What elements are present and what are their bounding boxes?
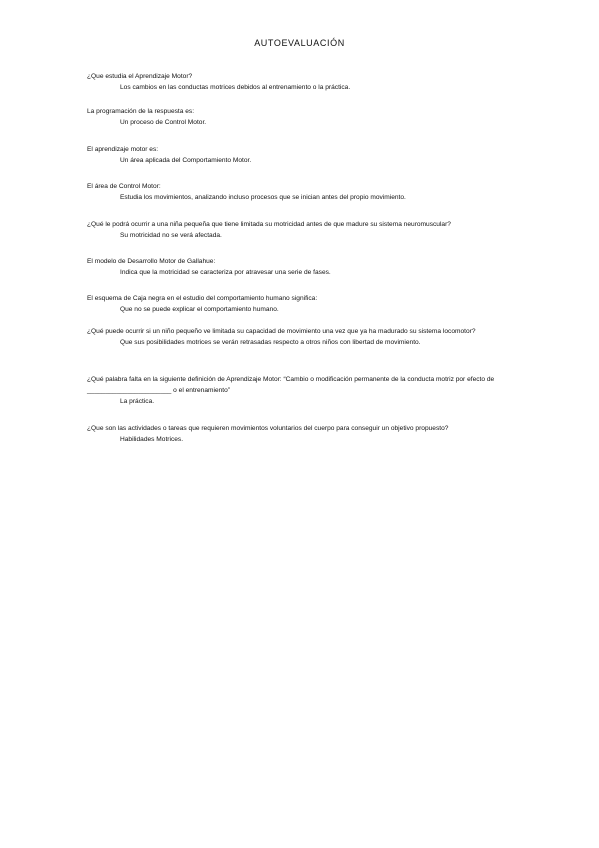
question-3: El aprendizaje motor es: bbox=[87, 146, 159, 153]
question-7: El esquema de Caja negra en el estudio del comportamiento humano significa: bbox=[87, 295, 318, 302]
answer-2: Un proceso de Control Motor. bbox=[120, 119, 207, 126]
qa-item-10 bbox=[87, 423, 567, 445]
qa-item-7 bbox=[87, 293, 567, 315]
answer-3: Un área aplicada del Comportamiento Motor. bbox=[120, 157, 252, 164]
answer-9: La práctica. bbox=[120, 398, 155, 405]
qa-item-8 bbox=[87, 326, 567, 348]
qa-item-2 bbox=[87, 106, 567, 128]
qa-item-9 bbox=[87, 374, 567, 407]
answer-8: Que sus posibilidades motrices se verán retrasadas respecto a otros niños con libertad de movimiento. bbox=[120, 339, 421, 346]
qa-item-4 bbox=[87, 181, 567, 203]
answer-5: Su motricidad no se verá afectada. bbox=[120, 232, 222, 239]
answer-10: Habilidades Motrices. bbox=[120, 436, 184, 443]
question-10: ¿Que son las actividades o tareas que requieren movimientos voluntarios del cuerpo para conseguir un objetivo propuesto? bbox=[87, 425, 449, 432]
page-title: AUTOEVALUACIÓN bbox=[254, 38, 345, 48]
qa-item-5 bbox=[87, 219, 567, 241]
question-6: El modelo de Desarrollo Motor de Gallahue: bbox=[87, 258, 216, 265]
qa-item-6 bbox=[87, 256, 567, 278]
question-8: ¿Qué puede ocurrir si un niño pequeño ve limitada su capacidad de movimiento una vez que ya ha madurado su sistema locomotor? bbox=[87, 328, 476, 335]
answer-1: Los cambios en las conductas motrices debidos al entrenamiento o la práctica. bbox=[120, 84, 351, 91]
question-9: ¿Qué palabra falta en la siguiente definición de Aprendizaje Motor: “Cambio o modificación permanente de la conducta motriz por efecto de _______________________ o el entrenamiento” bbox=[87, 376, 495, 394]
answer-4: Estudia los movimientos, analizando incluso procesos que se inician antes del propio movimiento. bbox=[120, 194, 406, 201]
question-1: ¿Que estudia el Aprendizaje Motor? bbox=[87, 73, 193, 80]
answer-6: Indica que la motricidad se caracteriza por atravesar una serie de fases. bbox=[120, 269, 331, 276]
qa-item-1 bbox=[87, 71, 567, 93]
qa-item-3 bbox=[87, 144, 567, 166]
question-5: ¿Qué le podrá ocurrir a una niña pequeña que tiene limitada su motricidad antes de que madure su sistema neuromuscular? bbox=[87, 221, 451, 228]
question-2: La programación de la respuesta es: bbox=[87, 108, 195, 115]
answer-7: Que no se puede explicar el comportamiento humano. bbox=[120, 306, 279, 313]
question-4: El área de Control Motor: bbox=[87, 183, 161, 190]
